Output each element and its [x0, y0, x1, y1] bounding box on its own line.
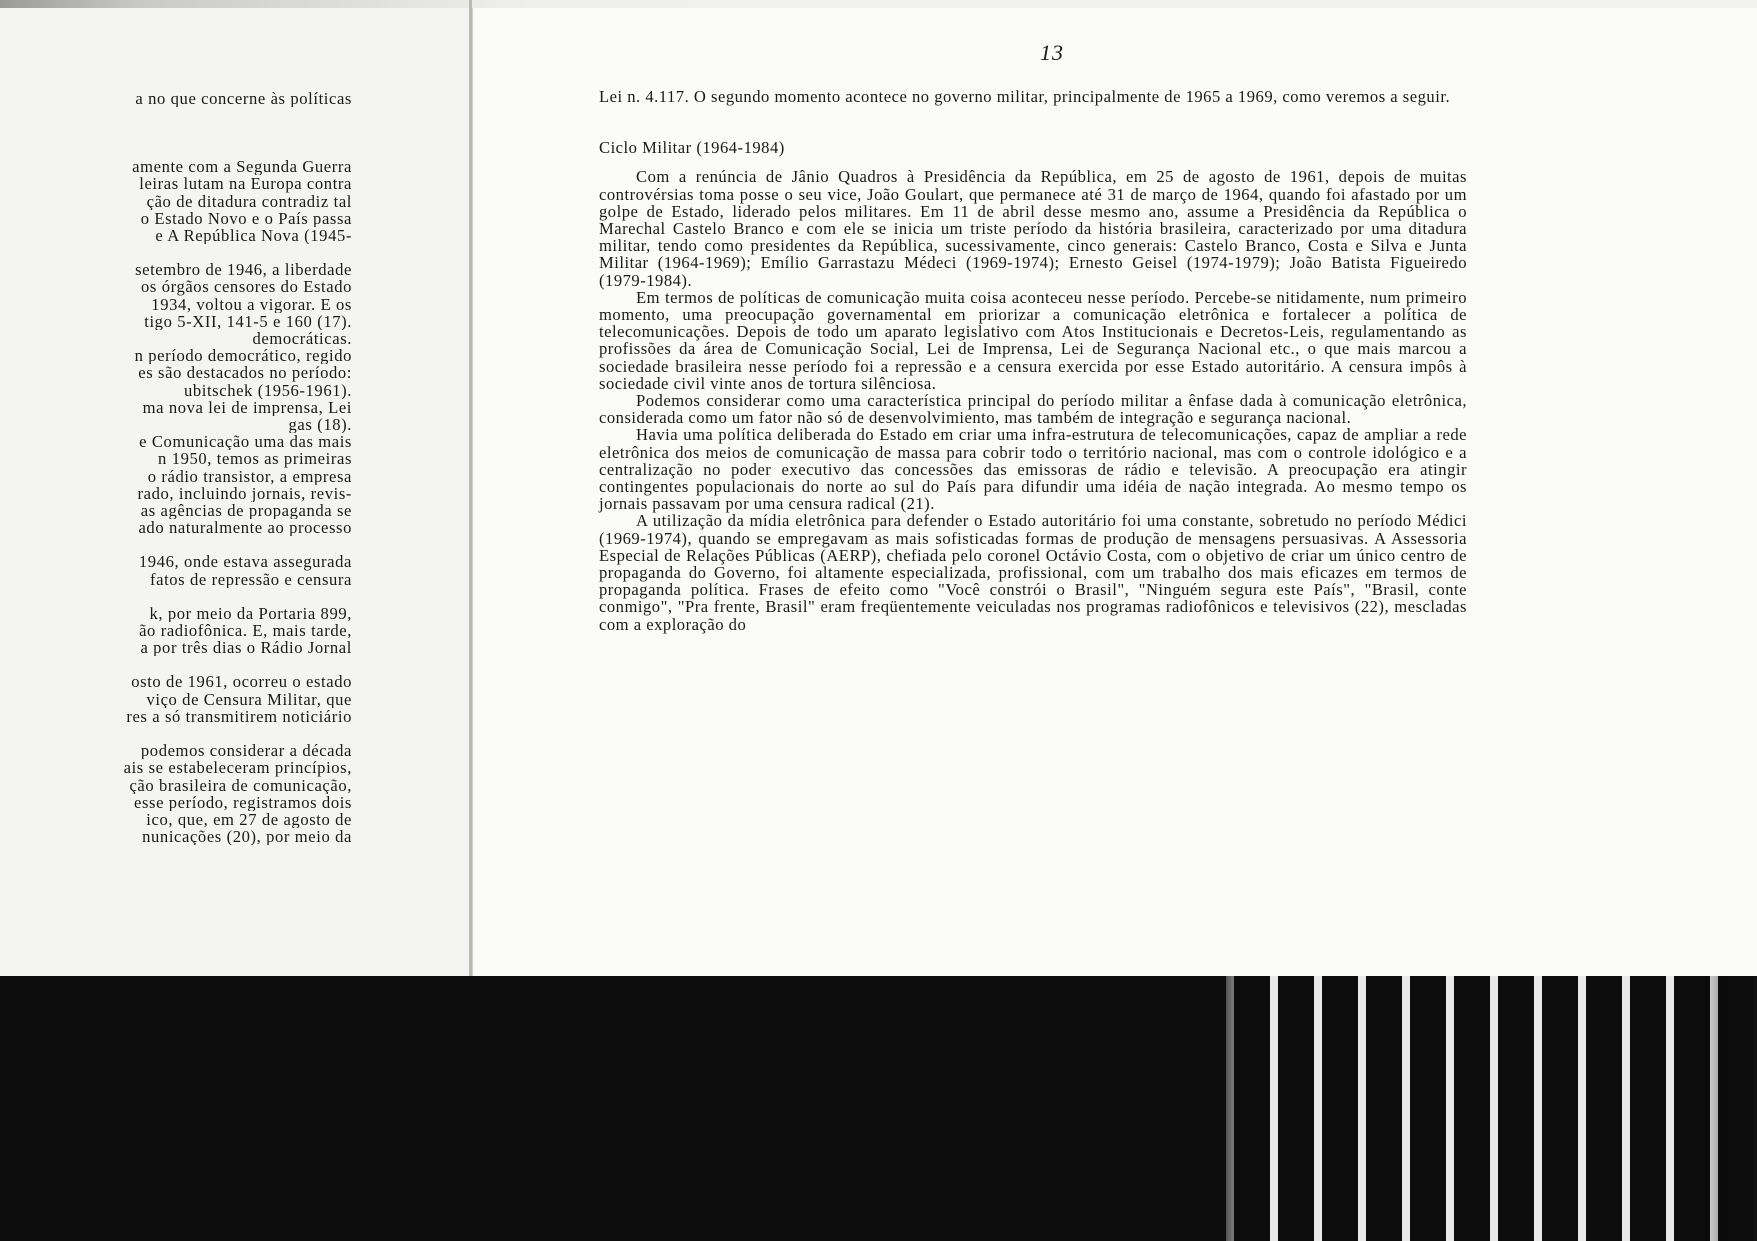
text-line-content: a por três dias o Rádio Jornal — [140, 639, 352, 657]
text-line — [0, 468, 352, 485]
body-paragraph: Havia uma política deliberada do Estado em criar uma infra-estrutura de telecomunicações, capaz de ampliar a rede eletrônica dos meios de comunicação de massa para cobrir todo o território nacional, mas com o controle idológico e a centralização no poder executivo das concessões das emissoras de rádio e televisão. A preocupação era atingir contingentes populacionais do norte ao sul do País para difundir uma idéia de nação integrada. Ao mesmo tempo os jornais passavam por uma censura radical (21). — [599, 425, 1467, 514]
text-line — [0, 210, 352, 227]
line-gap — [0, 244, 352, 261]
section-heading: Ciclo Militar (1964-1984) — [599, 138, 785, 158]
text-line-content: esse período, registramos dois — [133, 793, 352, 811]
text-line — [0, 278, 352, 295]
text-line-content: 1934, voltou a vigorar. E os — [151, 295, 352, 313]
text-line-content: res a só transmitirem noticiário — [126, 707, 352, 726]
text-line — [0, 347, 352, 364]
text-line-content: e A República Nova (1945- — [155, 227, 352, 245]
text-line — [0, 364, 352, 381]
book-gutter — [469, 0, 472, 976]
text-line — [0, 811, 352, 828]
left-page-text — [0, 90, 352, 845]
right-page-text — [599, 88, 1467, 633]
text-line — [0, 673, 352, 690]
text-line — [0, 502, 352, 519]
scanner-stripes — [1212, 976, 1757, 1241]
text-line-content: viço de Censura Militar, que — [146, 690, 352, 708]
text-line — [0, 330, 352, 347]
body-paragraph: Em termos de políticas de comunicação muita coisa aconteceu nesse período. Percebe-se nitidamente, num primeiro momento, uma preocupação governamental em priorizar a comunicação eletrônica e fortalecer a política de telecomunicações. Depois de todo um aparato legislativo com Atos Institucionais e Decretos-Leis, regulamentando as profissões da área de Comunicação Social, Lei de Imprensa, Lei de Segurança Nacional etc., o que mais marcou a sociedade brasileira nesse período foi a repressão e a censura exercida por esse Estado autoritário. A censura impôs à sociedade civil vinte anos de tortura silênciosa. — [599, 287, 1467, 393]
text-line-content: ção brasileira de comunicação, — [129, 776, 352, 794]
text-line-content: rado, incluindo jornais, revis- — [137, 484, 352, 503]
text-line — [0, 639, 352, 656]
text-line-content: ado naturalmente ao processo — [138, 519, 352, 537]
text-line-content: ais se estabeleceram princípios, — [123, 759, 352, 777]
text-line — [0, 742, 352, 759]
text-line-content: nunicações (20), por meio da — [142, 828, 352, 846]
text-line-content: setembro de 1946, a liberdade — [135, 261, 352, 279]
text-line-content: amente com a Segunda Guerra — [132, 158, 352, 176]
scanner-top-edge — [0, 0, 1757, 8]
text-line — [0, 622, 352, 639]
text-line — [0, 828, 352, 845]
text-line-content: es são destacados no período: — [138, 364, 352, 382]
body-paragraph: A utilização da mídia eletrônica para defender o Estado autoritário foi uma constante, sobretudo no período Médici (1969-1974), quando se empregavam as mais sofisticadas formas de produção de mensagens persuasivas. A Assessoria Especial de Relações Públicas (AERP), chefiada pelo coronel Octávio Costa, com o objetivo de criar um único centro de propaganda do Governo, foi altamente especializada, profissional, com um trabalho dos mais eficazes em termos de propaganda política. Frases de efeito como "Você constrói o Brasil", "Ninguém segura este País", "Brasil, conte conmigo", "Pra frente, Brasil" eram freqüentemente veiculadas nos programas radiofônicos e televisivos (22), mescladas com a exploração do — [599, 511, 1467, 634]
text-line-content: fatos de repressão e censura — [149, 570, 352, 588]
text-line-content: osto de 1961, ocorreu o estado — [131, 673, 352, 691]
text-line — [0, 708, 352, 725]
text-line — [0, 313, 352, 330]
text-line — [0, 175, 352, 192]
text-line-content: leiras lutam na Europa contra — [139, 175, 352, 193]
text-line-content: os órgãos censores do Estado — [141, 278, 352, 296]
page-number: 13 — [1040, 40, 1064, 65]
text-line — [0, 158, 352, 175]
text-line — [0, 416, 352, 433]
text-line-content: democráticas. — [252, 330, 352, 348]
line-gap — [0, 536, 352, 553]
text-line-content: o Estado Novo e o País passa — [140, 209, 352, 228]
intro-paragraph: Lei n. 4.117. O segundo momento acontece no governo militar, principalmente de 1965 a 1969, como veremos a seguir. — [599, 87, 1451, 106]
text-line — [0, 794, 352, 811]
text-line-content: e Comunicação uma das mais — [139, 433, 352, 451]
line-gap — [0, 141, 352, 158]
text-line-content: as agências de propaganda se — [140, 502, 352, 520]
text-line-content: n período democrático, regido — [134, 347, 352, 365]
text-line — [0, 605, 352, 622]
text-line — [0, 399, 352, 416]
text-line-content: a no que concerne às políticas — [135, 90, 352, 108]
text-line-content: 1946, onde estava assegurada — [138, 553, 352, 571]
text-line — [0, 227, 352, 244]
text-line-content: podemos considerar a década — [140, 742, 352, 760]
text-line — [0, 382, 352, 399]
body-paragraph: Com a renúncia de Jânio Quadros à Presidência da República, em 25 de agosto de 1961, depois de muitas controvérsias toma posse o seu vice, João Goulart, que permanece até 31 de março de 1964, quando foi afastado por um golpe de Estado, liderado pelos militares. Em 11 de abril desse mesmo ano, assume a Presidência da República o Marechal Castelo Branco e com ele se inicia um triste período da história brasileira, caracterizado por uma ditadura militar, tendo como presidentes da República, sucessivamente, cinco generais: Castelo Branco, Costa e Silva e Junta Militar (1964-1969); Emílio Garrastazu Médeci (1969-1974); Ernesto Geisel (1974-1979); João Batista Figueiredo (1979-1984). — [599, 167, 1467, 290]
text-line — [0, 296, 352, 313]
text-line-content: ão radiofônica. E, mais tarde, — [139, 622, 352, 640]
text-line — [0, 193, 352, 210]
line-gap — [0, 107, 352, 124]
left-page — [0, 8, 473, 976]
line-gap — [0, 725, 352, 742]
text-line-content: o rádio transistor, a empresa — [147, 467, 352, 485]
text-line-content: n 1950, temos as primeiras — [158, 450, 352, 468]
text-line — [0, 519, 352, 536]
line-gap — [0, 656, 352, 673]
text-line-content: ico, que, em 27 de agosto de — [146, 810, 352, 829]
line-gap — [0, 124, 352, 141]
text-line — [0, 553, 352, 570]
text-line — [0, 450, 352, 467]
text-line — [0, 433, 352, 450]
text-line — [0, 261, 352, 278]
text-line — [0, 691, 352, 708]
body-paragraph: Podemos considerar como uma característica principal do período militar a ênfase dada à comunicação eletrônica, considerada como um fator não só de desenvolvimiento, mas também de integração e segurança nacional. — [599, 391, 1467, 428]
text-line-content: k, por meio da Portaria 899, — [149, 604, 352, 623]
text-line-content: ção de ditadura contradiz tal — [146, 192, 352, 210]
text-line-content: tigo 5-XII, 141-5 e 160 (17). — [144, 312, 352, 331]
text-line — [0, 90, 352, 107]
text-line-content: gas (18). — [288, 416, 352, 434]
text-line — [0, 777, 352, 794]
text-line — [0, 571, 352, 588]
line-gap — [0, 588, 352, 605]
text-line-content: ubitschek (1956-1961). — [183, 381, 352, 399]
text-line-content: ma nova lei de imprensa, Lei — [142, 398, 352, 417]
text-line — [0, 759, 352, 776]
text-line — [0, 485, 352, 502]
